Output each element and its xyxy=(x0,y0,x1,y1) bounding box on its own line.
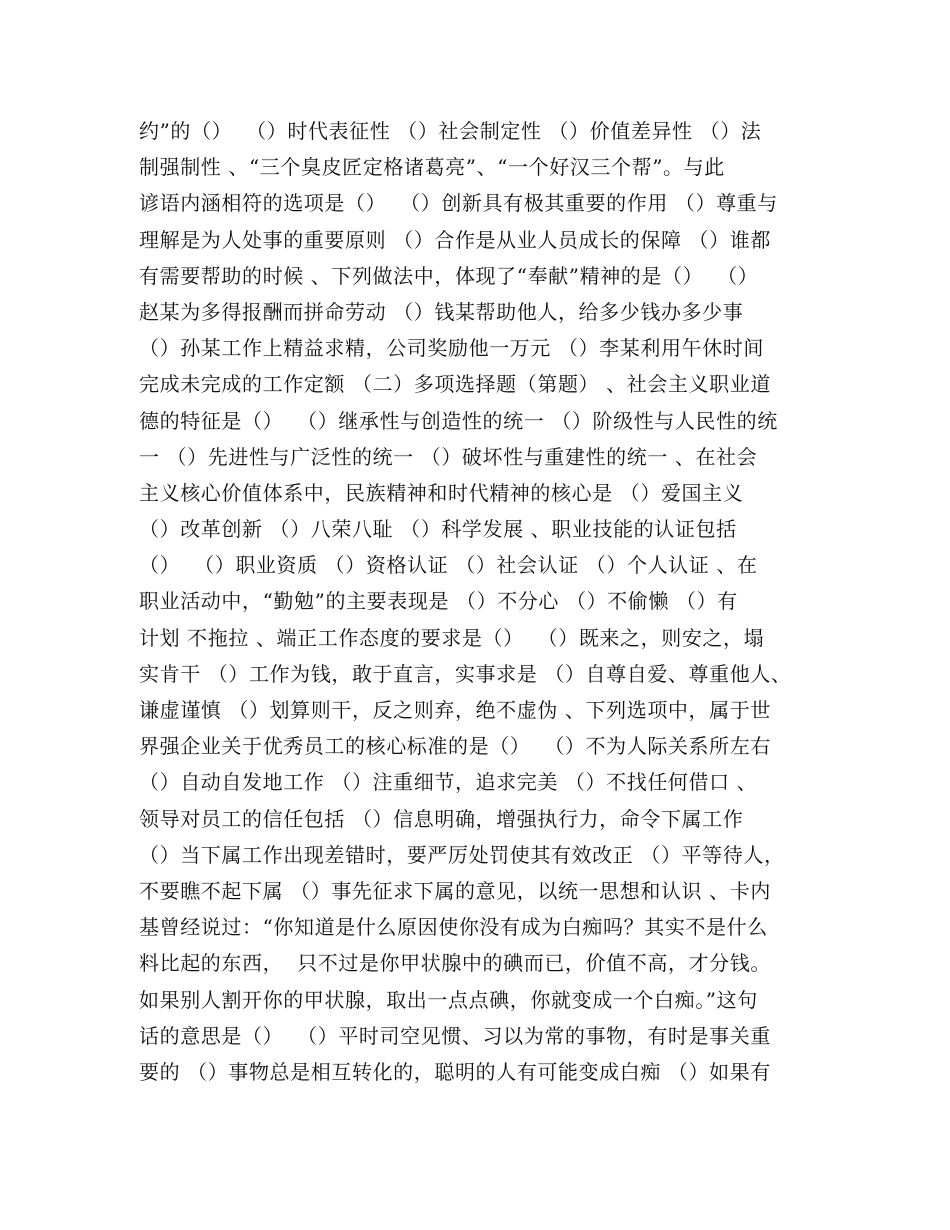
text-line: 制强制性 、“三个臭皮匠定格诸葛亮”、“一个好汉三个帮”。与此 xyxy=(139,155,725,180)
text-line: 赵某为多得报酬而拼命劳动 （）钱某帮助他人，给多少钱办多少事 xyxy=(139,299,744,324)
text-line: 谦虚谨慎 （）划算则干，反之则弃，绝不虚伪 、下列选项中，属于世 xyxy=(139,698,771,722)
text-line: 话的意思是（） （）平时司空见惯、习以为常的事物，有时是事关重 xyxy=(139,1023,771,1048)
text-line: 领导对员工的信任包括 （）信息明确，增强执行力，命令下属工作 xyxy=(139,806,744,831)
text-line: 计划 不拖拉 、端正工作态度的要求是（） （）既来之，则安之，塌 xyxy=(139,625,765,650)
text-line: 德的特征是（） （）继承性与创造性的统一 （）阶级性与人民性的统 xyxy=(139,408,778,433)
text-line: （）当下属工作出现差错时，要严厉处罚使其有效改正 （）平等待人， xyxy=(139,842,785,867)
text-line: 约”的（） （）时代表征性 （）社会制定性 （）价值差异性 （）法 xyxy=(139,119,762,143)
body-text xyxy=(139,113,829,1090)
text-line: 理解是为人处事的重要原则 （）合作是从业人员成长的保障 （）谁都 xyxy=(139,227,771,252)
text-line: （）改革创新 （）八荣八耻 （）科学发展 、职业技能的认证包括 xyxy=(139,517,737,542)
text-line: 有需要帮助的时候 、下列做法中，体现了“奉献”精神的是（） （） xyxy=(139,263,759,288)
text-line: 谚语内涵相符的选项是（） （）创新具有极其重要的作用 （）尊重与 xyxy=(139,191,778,216)
text-line: 完成未完成的工作定额 （二）多项选择题（第题） 、社会主义职业道 xyxy=(139,372,771,397)
text-line: 界强企业关于优秀员工的核心标准的是（） （）不为人际关系所左右 xyxy=(139,734,771,759)
text-line: 料比起的东西， 只不过是你甲状腺中的碘而已，价值不高，才分钱。 xyxy=(139,951,771,976)
text-line: 基曾经说过：“你知道是什么原因使你没有成为白痴吗？其实不是什么 xyxy=(139,915,768,940)
text-line: 实肯干 （）工作为钱，敢于直言，实事求是 （）自尊自爱、尊重他人、 xyxy=(139,661,792,686)
text-line: （） （）职业资质 （）资格认证 （）社会认证 （）个人认证 、在 xyxy=(139,553,758,578)
text-line: 一 （）先进性与广泛性的统一 （）破坏性与重建性的统一 、在社会 xyxy=(139,444,758,469)
text-line: 不要瞧不起下属 （）事先征求下属的意见，以统一思想和认识 、卡内 xyxy=(139,878,771,903)
text-line: （）自动自发地工作 （）注重细节，追求完美 （）不找任何借口 、 xyxy=(139,770,758,795)
text-line: 职业活动中，“勤勉”的主要表现是 （）不分心 （）不偷懒 （）有 xyxy=(139,589,738,614)
text-line: （）孙某工作上精益求精，公司奖励他一万元 （）李某利用午休时间 xyxy=(139,336,764,361)
text-line: 如果别人割开你的甲状腺，取出一点点碘，你就变成一个白痴。”这句 xyxy=(139,987,758,1012)
text-line: 主义核心价值体系中，民族精神和时代精神的核心是 （）爱国主义 xyxy=(139,480,744,505)
text-line: 要的 （）事物总是相互转化的，聪明的人有可能变成白痴 （）如果有 xyxy=(139,1059,771,1084)
